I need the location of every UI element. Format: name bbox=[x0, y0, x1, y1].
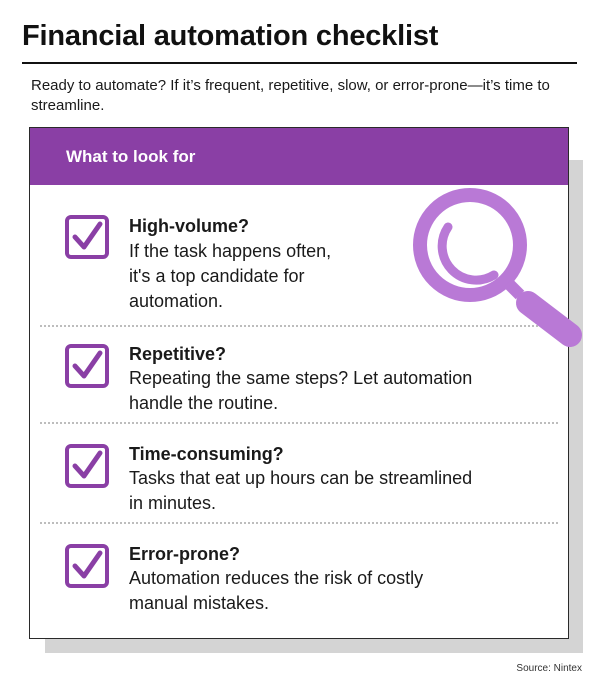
item-body: Automation reduces the risk of costly manual mistakes. bbox=[129, 568, 424, 613]
card-header-label: What to look for bbox=[66, 147, 196, 166]
item-title: Error-prone? bbox=[129, 544, 241, 564]
item-title: High-volume? bbox=[129, 216, 249, 236]
subtitle: Ready to automate? If it’s frequent, repetitive, slow, or error-prone—it’s time to streamline. bbox=[31, 77, 550, 114]
dotted-divider bbox=[40, 422, 558, 424]
item-body: Repeating the same steps? Let automation handle the routine. bbox=[129, 368, 473, 413]
page-title: Financial automation checklist bbox=[22, 20, 439, 52]
item-title: Time-consuming? bbox=[129, 444, 284, 464]
dotted-divider bbox=[40, 522, 558, 524]
source-note: Source: Nintex bbox=[516, 663, 582, 674]
title-rule bbox=[22, 62, 577, 64]
checked-checkbox-icon bbox=[65, 444, 109, 488]
checked-checkbox-icon bbox=[65, 215, 109, 259]
card-header bbox=[30, 128, 568, 185]
item-title: Repetitive? bbox=[129, 344, 227, 364]
item-body: Tasks that eat up hours can be streamlined in minutes. bbox=[129, 468, 473, 513]
checked-checkbox-icon bbox=[65, 344, 109, 388]
magnifying-glass-icon bbox=[408, 183, 588, 353]
item-body: If the task happens often, it's a top candidate for automation. bbox=[129, 241, 332, 311]
checked-checkbox-icon bbox=[65, 544, 109, 588]
